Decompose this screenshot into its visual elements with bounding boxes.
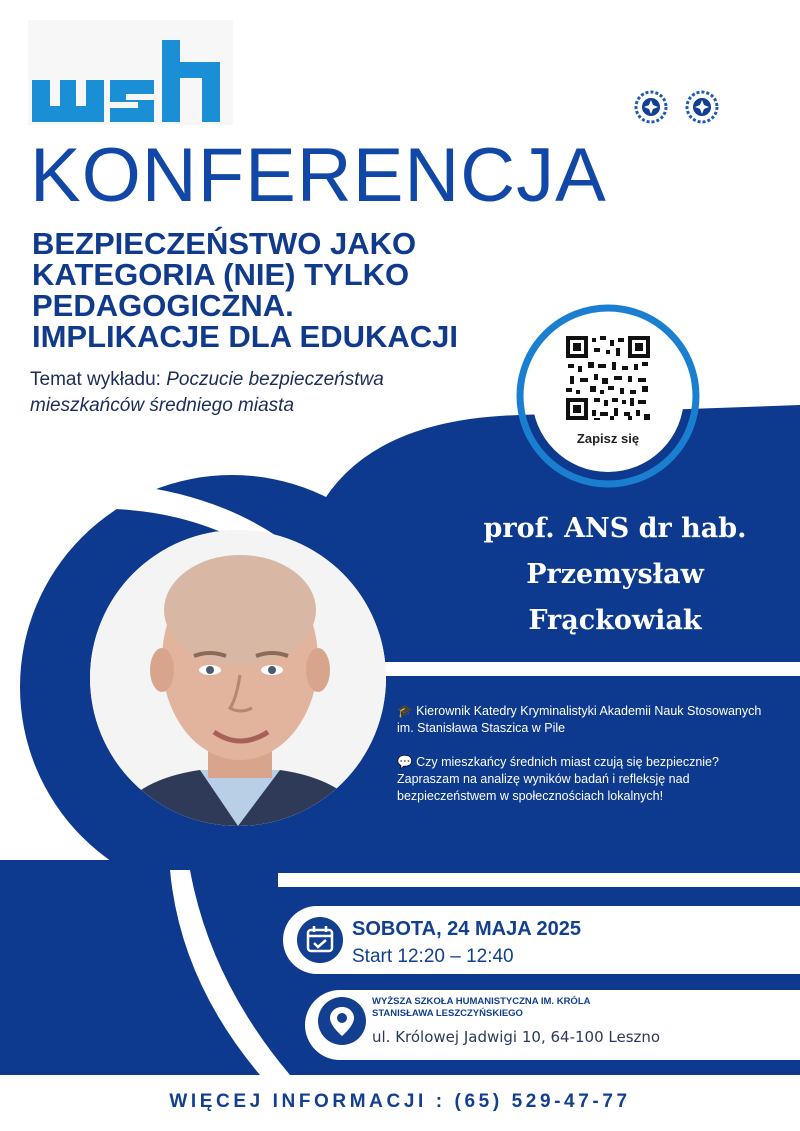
subtitle-line: PEDAGOGICZNA.: [32, 288, 294, 323]
event-time: Start 12:20 – 12:40: [352, 946, 514, 967]
speech-bubble-icon: 💬: [397, 755, 413, 769]
page-title: KONFERENCJA: [30, 133, 607, 218]
graduation-cap-icon: 🎓: [397, 704, 413, 718]
speaker-info: [397, 703, 772, 822]
speaker-question: Czy mieszkańcy średnich miast czują się bezpiecznie? Zapraszam na analizę wyników badań i refleksję nad bezpieczeństwem w społecznościach lokalnych!: [397, 755, 719, 803]
qr-label: Zapisz się: [576, 431, 640, 446]
conference-subtitle: [32, 228, 502, 352]
footer-contact: WIĘCEJ INFORMACJI : (65) 529-47-77: [169, 1091, 631, 1112]
emblem-icon: [636, 92, 666, 122]
venue-name: [372, 996, 672, 1020]
topic-label: Temat wykładu:: [30, 369, 161, 390]
speaker-line: prof. ANS dr hab.: [483, 513, 747, 544]
emblem-icon: [687, 92, 717, 122]
speaker-role-paragraph: [397, 703, 772, 737]
subtitle-line: IMPLIKACJE DLA EDUKACJI: [32, 319, 458, 354]
speaker-name: [470, 506, 760, 644]
lecture-topic: [30, 367, 450, 419]
venue-name-line: WYŻSZA SZKOŁA HUMANISTYCZNA IM. KRÓLA: [372, 996, 591, 1007]
wsh-logo: [28, 20, 233, 125]
venue-address: ul. Królowej Jadwigi 10, 64-100 Leszno: [372, 1028, 661, 1046]
venue-name-line: STANISŁAWA LESZCZYŃSKIEGO: [372, 1008, 523, 1019]
speaker-line: Przemysław: [526, 559, 704, 590]
location-pin-icon: [318, 997, 366, 1045]
speaker-role: Kierownik Katedry Kryminalistyki Akademii Nauk Stosowanych im. Stanisława Staszica w Pile: [397, 704, 762, 735]
question-paragraph: [397, 754, 772, 805]
emblems: [630, 86, 725, 128]
subtitle-line: BEZPIECZEŃSTWO JAKO: [32, 226, 417, 261]
qr-circle[interactable]: [532, 320, 684, 472]
subtitle-line: KATEGORIA (NIE) TYLKO: [32, 257, 410, 292]
speaker-photo: [90, 530, 386, 826]
calendar-icon: [297, 917, 343, 963]
event-date: SOBOTA, 24 MAJA 2025: [352, 918, 581, 940]
qr-code-icon: [532, 320, 684, 472]
topic-text: Poczucie bezpieczeństwa mieszkańców średniego miasta: [30, 369, 384, 416]
speaker-line: Frąckowiak: [528, 605, 702, 636]
